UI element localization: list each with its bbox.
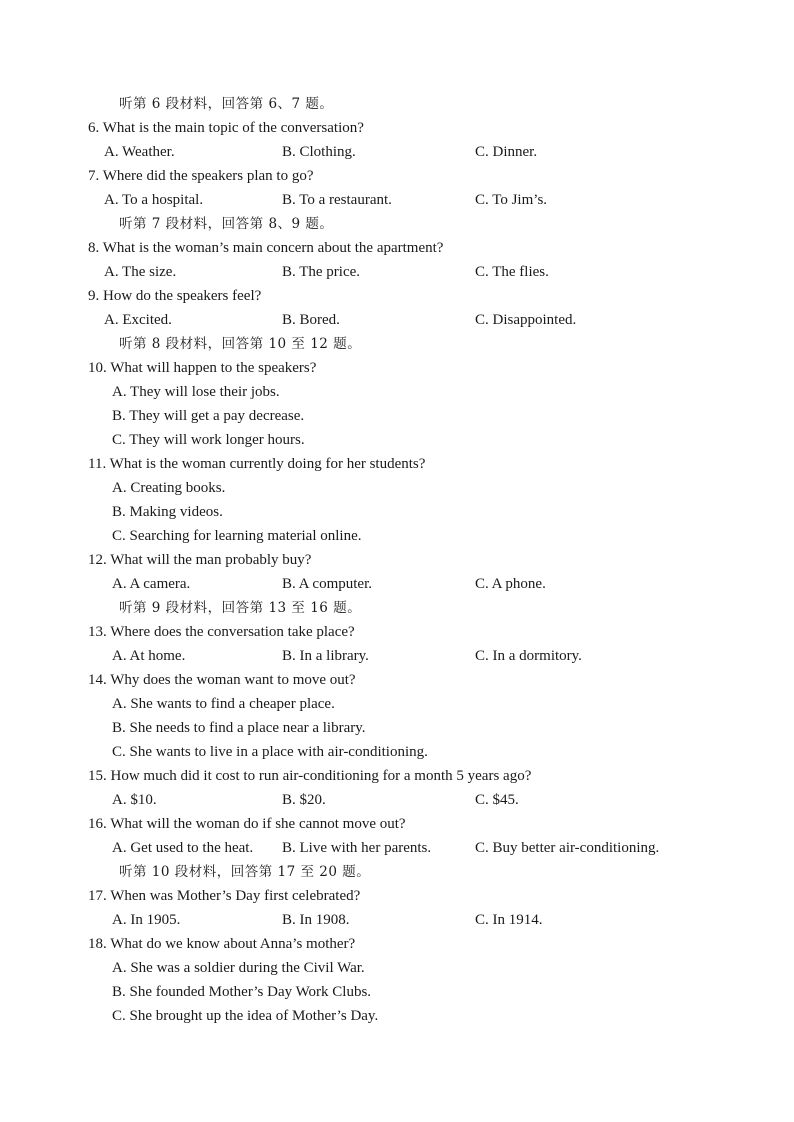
question-stem: 14. Why does the woman want to move out? [88,672,356,688]
section-instruction: 听第 7 段材料，回答第 8、9 题。 [119,216,334,232]
answer-option: C. $45. [475,792,519,808]
question-stem: 11. What is the woman currently doing for her students? [88,456,426,472]
answer-option: C. In a dormitory. [475,648,582,664]
answer-option: A. In 1905. [112,912,181,928]
answer-option: B. A computer. [282,576,372,592]
answer-options-row [0,788,794,812]
section-instruction: 听第 6 段材料，回答第 6、7 题。 [119,96,334,112]
question-stem: 7. Where did the speakers plan to go? [88,168,314,184]
answer-option: A. They will lose their jobs. [112,384,280,400]
answer-options-row [0,260,794,284]
answer-option: A. The size. [104,264,177,280]
answer-option: A. Weather. [104,144,175,160]
answer-option: C. Dinner. [475,144,538,160]
answer-option: B. $20. [282,792,326,808]
answer-option: A. Creating books. [112,480,226,496]
section-instruction: 听第 8 段材料，回答第 10 至 12 题。 [119,336,362,352]
question-stem: 9. How do the speakers feel? [88,288,262,304]
question-stem: 12. What will the man probably buy? [88,552,312,568]
section-instruction: 听第 10 段材料，回答第 17 至 20 题。 [119,864,371,880]
answer-option: C. Disappointed. [475,312,577,328]
answer-option: B. They will get a pay decrease. [112,408,305,424]
answer-options-row [0,836,794,860]
question-stem: 15. How much did it cost to run air-conditioning for a month 5 years ago? [88,768,532,784]
answer-option: B. To a restaurant. [282,192,392,208]
answer-option: A. Get used to the heat. [112,840,254,856]
answer-options-row [0,908,794,932]
answer-options-row [0,140,794,164]
answer-option: A. She was a soldier during the Civil War. [112,960,365,976]
answer-option: C. Searching for learning material online. [112,528,362,544]
answer-option: B. Clothing. [282,144,356,160]
exam-page [0,92,794,1028]
question-stem: 18. What do we know about Anna’s mother? [88,936,356,952]
answer-option: B. She founded Mother’s Day Work Clubs. [112,984,372,1000]
question-stem: 8. What is the woman’s main concern about the apartment? [88,240,444,256]
answer-option: B. Making videos. [112,504,223,520]
question-stem: 10. What will happen to the speakers? [88,360,317,376]
answer-options-row [0,644,794,668]
answer-option: C. She wants to live in a place with air-conditioning. [112,744,428,760]
answer-option: B. The price. [282,264,361,280]
question-stem: 17. When was Mother’s Day first celebrated? [88,888,361,904]
answer-option: C. A phone. [475,576,546,592]
answer-option: C. They will work longer hours. [112,432,305,448]
answer-option: C. In 1914. [475,912,543,928]
answer-option: A. To a hospital. [104,192,204,208]
answer-option: C. To Jim’s. [475,192,548,208]
answer-option: B. She needs to find a place near a library. [112,720,366,736]
answer-option: A. A camera. [112,576,191,592]
answer-option: C. She brought up the idea of Mother’s Day. [112,1008,379,1024]
answer-option: B. Live with her parents. [282,840,432,856]
answer-option: B. Bored. [282,312,340,328]
answer-option: A. Excited. [104,312,172,328]
section-instruction: 听第 9 段材料，回答第 13 至 16 题。 [119,600,362,616]
answer-options-row [0,188,794,212]
question-stem: 6. What is the main topic of the conversation? [88,120,364,136]
answer-option: B. In a library. [282,648,369,664]
answer-option: C. The flies. [475,264,549,280]
question-stem: 13. Where does the conversation take place? [88,624,355,640]
answer-option: B. In 1908. [282,912,350,928]
answer-option: A. She wants to find a cheaper place. [112,696,335,712]
answer-option: A. At home. [112,648,186,664]
question-stem: 16. What will the woman do if she cannot move out? [88,816,406,832]
answer-option: C. Buy better air-conditioning. [475,840,660,856]
answer-options-row [0,572,794,596]
answer-option: A. $10. [112,792,157,808]
answer-options-row [0,308,794,332]
